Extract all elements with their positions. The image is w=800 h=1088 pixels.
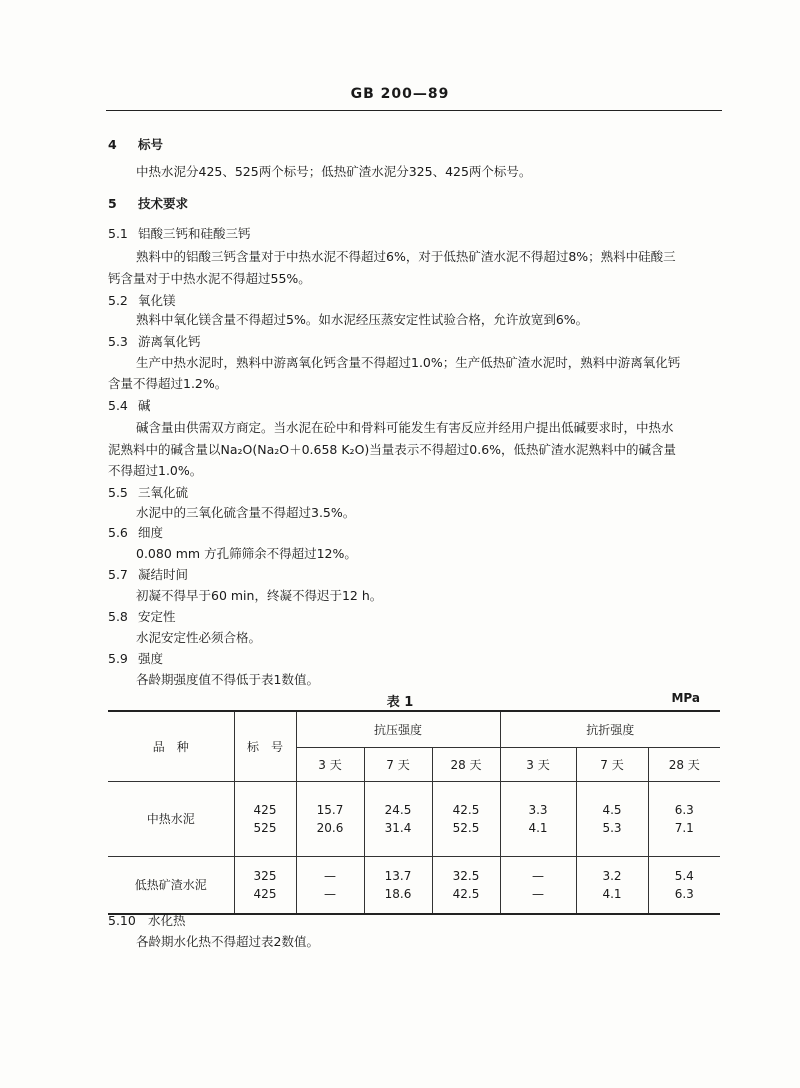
clause-5-2-heading <box>108 293 176 309</box>
clause-5-2-line-1: 熟料中氧化镁含量不得超过5%。如水泥经压蒸安定性试验合格，允许放宽到6%。 <box>136 312 589 327</box>
strength-value: 18.6 <box>384 886 412 901</box>
clause-title: 碱 <box>138 398 151 413</box>
section-title: 标号 <box>138 137 164 152</box>
clause-5-3-line-1: 生产中热水泥时，熟料中游离氧化钙含量不得超过1.0%；生产低热矿渣水泥时，熟料中游离氧化钙 <box>136 355 681 370</box>
section-number: 4 <box>108 137 117 152</box>
clause-number: 5.1 <box>108 226 128 241</box>
clause-5-9-heading <box>108 651 163 667</box>
value-cell <box>576 856 648 914</box>
header-rule <box>106 110 722 111</box>
strength-value: 5.4 <box>674 868 694 883</box>
strength-value: — <box>324 886 336 901</box>
section-number: 5 <box>108 196 117 211</box>
value-cell <box>648 856 720 914</box>
clause-number: 5.9 <box>108 651 128 666</box>
clause-number: 5.6 <box>108 525 128 540</box>
clause-title: 游离氧化钙 <box>138 334 201 349</box>
strength-value: 6.3 <box>674 886 694 901</box>
value-cell <box>364 781 432 856</box>
clause-number: 5.5 <box>108 485 128 500</box>
header-age: 7 天 <box>364 747 432 781</box>
table-header-row <box>108 711 720 747</box>
clause-5-4-heading <box>108 398 151 414</box>
strength-value: 3.3 <box>528 802 548 817</box>
value-cell <box>500 781 576 856</box>
value-cell <box>432 856 500 914</box>
header-age: 28 天 <box>648 747 720 781</box>
strength-value: 42.5 <box>452 802 480 817</box>
clause-5-8-line-1: 水泥安定性必须合格。 <box>136 630 262 645</box>
grade-value: 325 <box>253 868 277 883</box>
clause-title: 水化热 <box>148 913 186 928</box>
clause-title: 三氧化硫 <box>138 485 189 500</box>
table-row <box>108 781 720 856</box>
section-4-heading <box>108 137 163 153</box>
strength-value: 6.3 <box>674 802 694 817</box>
clause-5-3-line-2: 含量不得超过1.2%。 <box>108 376 228 391</box>
clause-number: 5.2 <box>108 293 128 308</box>
clause-number: 5.8 <box>108 609 128 624</box>
value-cell <box>296 781 364 856</box>
strength-value: — <box>324 868 336 883</box>
strength-value: 7.1 <box>674 820 694 835</box>
clause-number: 5.10 <box>108 913 136 928</box>
grade-value: 425 <box>253 802 277 817</box>
clause-5-5-heading <box>108 485 188 501</box>
table-row <box>108 856 720 914</box>
clause-5-6-line-1: 0.080 mm 方孔筛筛余不得超过12%。 <box>136 546 357 561</box>
table-caption: 表 1 <box>386 695 414 710</box>
clause-number: 5.3 <box>108 334 128 349</box>
value-cell <box>648 781 720 856</box>
grade-value: 525 <box>253 820 277 835</box>
header-age: 3 天 <box>296 747 364 781</box>
variety-cell: 低热矿渣水泥 <box>108 856 234 914</box>
clause-5-10-heading <box>108 913 186 929</box>
clause-5-1-line-2: 钙含量对于中热水泥不得超过55%。 <box>108 271 311 286</box>
strength-value: 4.1 <box>602 886 622 901</box>
clause-5-9-line-1: 各龄期强度值不得低于表1数值。 <box>136 672 319 687</box>
strength-value: 52.5 <box>452 820 480 835</box>
header-variety: 品 种 <box>108 711 234 781</box>
strength-value: 3.2 <box>602 868 622 883</box>
value-cell <box>500 856 576 914</box>
strength-value: 32.5 <box>452 868 480 883</box>
clause-5-4-line-1: 碱含量由供需双方商定。当水泥在砼中和骨料可能发生有害反应并经用户提出低碱要求时，中热水 <box>136 420 674 435</box>
clause-title: 强度 <box>138 651 164 666</box>
table-unit: MPa <box>671 691 700 705</box>
grade-value: 425 <box>253 886 277 901</box>
header-age: 3 天 <box>500 747 576 781</box>
clause-5-4-line-3: 不得超过1.0%。 <box>108 463 203 478</box>
clause-number: 5.7 <box>108 567 128 582</box>
clause-5-6-heading <box>108 525 163 541</box>
header-age: 28 天 <box>432 747 500 781</box>
clause-title: 细度 <box>138 525 164 540</box>
strength-value: 31.4 <box>384 820 412 835</box>
header-age: 7 天 <box>576 747 648 781</box>
header-compressive-strength: 抗压强度 <box>296 711 500 747</box>
grade-cell <box>234 781 296 856</box>
header-grade: 标 号 <box>234 711 296 781</box>
clause-title: 铝酸三钙和硅酸三钙 <box>138 226 251 241</box>
clause-5-7-line-1: 初凝不得早于60 min，终凝不得迟于12 h。 <box>136 588 383 603</box>
strength-value: 13.7 <box>384 868 412 883</box>
strength-value: 5.3 <box>602 820 622 835</box>
value-cell <box>576 781 648 856</box>
strength-value: — <box>532 886 544 901</box>
clause-5-3-heading <box>108 334 201 350</box>
clause-5-5-line-1: 水泥中的三氧化硫含量不得超过3.5%。 <box>136 505 356 520</box>
clause-5-4-line-2: 泥熟料中的碱含量以Na₂O(Na₂O＋0.658 K₂O)当量表示不得超过0.6%，低热矿渣水泥熟料中的碱含量 <box>108 442 677 457</box>
value-cell <box>296 856 364 914</box>
strength-value: 24.5 <box>384 802 412 817</box>
strength-value: 42.5 <box>452 886 480 901</box>
strength-table <box>108 710 720 915</box>
grade-cell <box>234 856 296 914</box>
section-4-body: 中热水泥分425、525两个标号；低热矿渣水泥分325、425两个标号。 <box>136 164 532 179</box>
clause-5-1-line-1: 熟料中的铝酸三钙含量对于中热水泥不得超过6%，对于低热矿渣水泥不得超过8%；熟料中硅酸三 <box>136 249 676 264</box>
header-flexural-strength: 抗折强度 <box>500 711 720 747</box>
clause-title: 凝结时间 <box>138 567 189 582</box>
variety-cell: 中热水泥 <box>108 781 234 856</box>
value-cell <box>364 856 432 914</box>
clause-5-8-heading <box>108 609 176 625</box>
strength-value: 15.7 <box>316 802 344 817</box>
value-cell <box>432 781 500 856</box>
clause-5-10-line-1: 各龄期水化热不得超过表2数值。 <box>136 934 319 949</box>
strength-value: — <box>532 868 544 883</box>
section-5-heading <box>108 196 188 212</box>
clause-title: 安定性 <box>138 609 176 624</box>
clause-5-1-heading <box>108 226 251 242</box>
section-title: 技术要求 <box>138 196 189 211</box>
document-header: GB 200—89 <box>350 86 450 102</box>
strength-value: 20.6 <box>316 820 344 835</box>
strength-value: 4.1 <box>528 820 548 835</box>
strength-value: 4.5 <box>602 802 622 817</box>
clause-5-7-heading <box>108 567 188 583</box>
clause-number: 5.4 <box>108 398 128 413</box>
clause-title: 氧化镁 <box>138 293 176 308</box>
